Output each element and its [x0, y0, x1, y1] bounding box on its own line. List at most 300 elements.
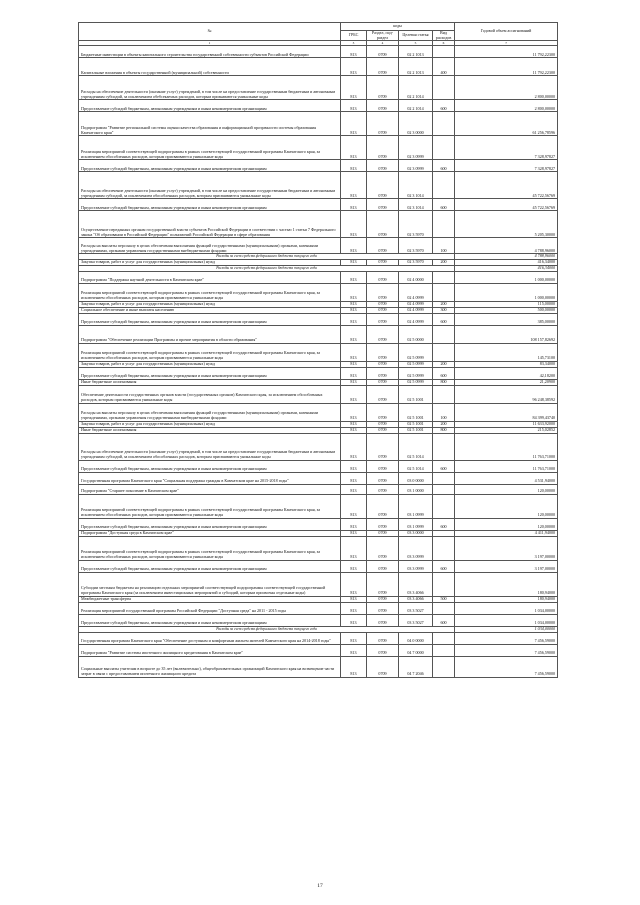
row-name: Расходы на обеспечение деятельности (оказание услуг) учреждений, в том числе на предоставление государственным бюджетным и автономным учреждениям субсидий, за исключением обособленных расходов, которым присваиваются уникальные коды — [79, 433, 341, 460]
table-row — [79, 656, 558, 677]
row-name: Государственная программа Камчатского края "Обеспечение доступным и комфортным жильем жителей Камчатского края на 2014-2018 годы" — [79, 632, 341, 644]
row-amount: 180,94000 — [455, 572, 558, 596]
row-amount: 96 248,38592 — [455, 385, 558, 403]
row-target: 02 3 5970 — [399, 260, 433, 266]
row-exptype: 200 — [433, 260, 455, 266]
row-amount: 1 000,00000 — [455, 271, 558, 283]
row-section: 0709 — [367, 271, 399, 283]
row-grbs: 813 — [341, 379, 367, 385]
row-amount: 42,18200 — [455, 367, 558, 379]
row-target: 03 0 0000 — [399, 472, 433, 484]
row-section: 0709 — [367, 494, 399, 518]
row-grbs: 813 — [341, 596, 367, 602]
row-target: 02 3 0999 — [399, 160, 433, 172]
row-grbs: 813 — [341, 307, 367, 313]
row-exptype — [433, 172, 455, 199]
row-section: 0709 — [367, 301, 399, 307]
row-target: 03 3 0000 — [399, 530, 433, 536]
row-target: 04 7 0000 — [399, 644, 433, 656]
row-exptype: 100 — [433, 403, 455, 421]
row-target: 03 3 5027 — [399, 602, 433, 614]
row-exptype: 600 — [433, 100, 455, 112]
row-section: 0709 — [367, 238, 399, 254]
row-grbs: 813 — [341, 484, 367, 494]
row-section: 0709 — [367, 530, 399, 536]
row-target: 03 1 0999 — [399, 494, 433, 518]
federal-note-text: Расходы за счет средств федерального бюджета текущего года — [79, 254, 455, 260]
row-exptype: 200 — [433, 301, 455, 307]
row-section: 0709 — [367, 343, 399, 361]
row-grbs: 813 — [341, 644, 367, 656]
row-exptype: 600 — [433, 460, 455, 472]
row-name: Расходы на выплаты персоналу в целях обеспечения выполнения функций государственными (муниципальными) органами, казенными учреждениями, органами управления государственными внебюджетными фондами — [79, 238, 341, 254]
row-target: 02 3 1014 — [399, 172, 433, 199]
row-section: 0709 — [367, 596, 399, 602]
row-name: Осуществление переданных органам государственной власти субъектов Российской Федерации в соответствии с частью 1 статьи 7 Федерального закона "Об образовании в Российской Федерации" полномочий Российской Федерации в сфере образования — [79, 211, 341, 238]
row-amount: 7 456,59000 — [455, 656, 558, 677]
row-grbs: 813 — [341, 632, 367, 644]
row-target: 03 3 5027 — [399, 614, 433, 626]
row-name: Подпрограмма "Развитие системы ипотечного жилищного кредитования в Камчатском крае" — [79, 644, 341, 656]
budget-table — [78, 22, 558, 678]
row-grbs: 813 — [341, 271, 367, 283]
table-row — [79, 472, 558, 484]
row-grbs: 813 — [341, 283, 367, 301]
row-grbs: 813 — [341, 313, 367, 325]
row-amount: 11 792,22300 — [455, 46, 558, 58]
row-section: 0709 — [367, 136, 399, 160]
row-target: 02 3 1014 — [399, 199, 433, 211]
table-row — [79, 614, 558, 626]
table-row — [79, 494, 558, 518]
row-amount: 3 197,00000 — [455, 536, 558, 560]
row-target: 02 3 5970 — [399, 238, 433, 254]
row-grbs: 813 — [341, 602, 367, 614]
table-row — [79, 325, 558, 343]
row-target: 02 3 0999 — [399, 136, 433, 160]
row-section: 0709 — [367, 427, 399, 433]
row-name: Подпрограмма "Обеспечение реализации Программы и прочие мероприятия в области образования" — [79, 325, 341, 343]
row-amount: 120,00000 — [455, 518, 558, 530]
row-exptype — [433, 494, 455, 518]
table-row — [79, 172, 558, 199]
row-section: 0709 — [367, 211, 399, 238]
column-number: 6 — [433, 41, 455, 46]
row-section: 0709 — [367, 572, 399, 596]
row-name: Предоставление субсидий бюджетным, автономным учреждениям и иным некоммерческим организациям — [79, 199, 341, 211]
table-body — [79, 46, 558, 677]
row-grbs: 813 — [341, 656, 367, 677]
row-exptype — [433, 572, 455, 596]
row-grbs: 813 — [341, 301, 367, 307]
row-name: Предоставление субсидий бюджетным, автономным учреждениям и иным некоммерческим организациям — [79, 100, 341, 112]
row-grbs: 813 — [341, 136, 367, 160]
row-target: 02 2 1013 — [399, 46, 433, 58]
table-row — [79, 536, 558, 560]
row-target: 03 3 0999 — [399, 536, 433, 560]
row-amount: 21,20900 — [455, 379, 558, 385]
row-name: Подпрограмма "Развитие региональной системы оценки качества образования и информационной прозрачности системы образования Камчатского края" — [79, 112, 341, 136]
row-exptype: 600 — [433, 367, 455, 379]
row-grbs: 813 — [341, 160, 367, 172]
row-name: Расходы на обеспечение деятельности (оказание услуг) учреждений, в том числе на предоставление государственным бюджетным и автономным учреждениям субсидий, за исключением обособленных расходов, которым присваиваются уникальные коды — [79, 172, 341, 199]
row-target: 02 5 0999 — [399, 343, 433, 361]
row-name: Предоставление субсидий бюджетным, автономным учреждениям и иным некоммерческим организациям — [79, 367, 341, 379]
row-grbs: 813 — [341, 76, 367, 100]
row-name: Предоставление субсидий бюджетным, автономным учреждениям и иным некоммерческим организациям — [79, 518, 341, 530]
row-amount: 215,02852 — [455, 427, 558, 433]
row-exptype: 200 — [433, 361, 455, 367]
row-exptype: 600 — [433, 614, 455, 626]
page-number: 17 — [317, 883, 323, 889]
row-grbs: 813 — [341, 433, 367, 460]
row-amount: 61 256,78596 — [455, 112, 558, 136]
row-exptype: 600 — [433, 560, 455, 572]
row-amount: 4 788,96000 — [455, 238, 558, 254]
column-number: 5 — [399, 41, 433, 46]
row-grbs: 813 — [341, 361, 367, 367]
row-section: 0709 — [367, 602, 399, 614]
row-name: Закупка товаров, работ и услуг для государственных (муниципальных) нужд — [79, 421, 341, 427]
row-grbs: 813 — [341, 46, 367, 58]
table-row — [79, 160, 558, 172]
row-name: Реализация мероприятий соответствующей подпрограммы в рамках соответствующей государственной программы Камчатского края, за исключением обособленных расходов, которым присваиваются уникальные коды — [79, 494, 341, 518]
row-target: 02 5 1001 — [399, 385, 433, 403]
row-name: Предоставление субсидий бюджетным, автономным учреждениям и иным некоммерческим организациям — [79, 460, 341, 472]
row-amount: 45 722,56769 — [455, 172, 558, 199]
row-name: Социальные выплаты учителям в возрасте до 35 лет (включительно), общеобразовательных организаций Камчатского края на возмещение части затрат в связи с предоставлением ипотечного жилищного кредита — [79, 656, 341, 677]
row-amount: 5 205,30000 — [455, 211, 558, 238]
header-row-1 — [79, 23, 558, 31]
column-number: 7 — [455, 41, 558, 46]
table-row — [79, 199, 558, 211]
row-amount: 385,00000 — [455, 313, 558, 325]
row-target: 02 5 0999 — [399, 361, 433, 367]
row-exptype: 100 — [433, 238, 455, 254]
row-exptype: 800 — [433, 427, 455, 433]
row-section: 0709 — [367, 560, 399, 572]
column-number: 3 — [341, 41, 367, 46]
table-row — [79, 484, 558, 494]
row-section: 0709 — [367, 283, 399, 301]
row-section: 0709 — [367, 361, 399, 367]
row-section: 0709 — [367, 656, 399, 677]
row-exptype — [433, 136, 455, 160]
row-grbs: 813 — [341, 530, 367, 536]
row-exptype — [433, 46, 455, 58]
table-row — [79, 602, 558, 614]
row-section: 0709 — [367, 172, 399, 199]
row-grbs: 813 — [341, 536, 367, 560]
row-amount: 11 763,71000 — [455, 460, 558, 472]
row-amount: 1 000,00000 — [455, 283, 558, 301]
row-name: Иные бюджетные ассигнования — [79, 427, 341, 433]
row-name: Государственная программа Камчатского края "Социальная поддержка граждан в Камчатском крае на 2015-2018 годы" — [79, 472, 341, 484]
row-name: Субсидии местным бюджетам на реализацию отдельных мероприятий соответствующей подпрограммы соответствующей государственной программы Камчатского края (за исключением инвестиционных мероприятий и субсидий, которым присвоены отдельные коды) — [79, 572, 341, 596]
row-grbs: 813 — [341, 494, 367, 518]
table-row — [79, 46, 558, 58]
table-row — [79, 112, 558, 136]
row-name: Расходы на выплаты персоналу в целях обеспечения выполнения функций государственными (муниципальными) органами, казенными учреждениями, органами управления государственными внебюджетными фондами — [79, 403, 341, 421]
row-target: 03 1 0000 — [399, 484, 433, 494]
row-section: 0709 — [367, 160, 399, 172]
row-target: 02 5 1014 — [399, 433, 433, 460]
row-grbs: 813 — [341, 518, 367, 530]
row-amount: 120,00000 — [455, 484, 558, 494]
row-amount: 83,34000 — [455, 361, 558, 367]
row-target: 03 1 0999 — [399, 518, 433, 530]
amount-header: Годовой объем ассигнований — [455, 23, 558, 41]
row-name: Подпрограмма "Старшее поколение в Камчатском крае" — [79, 484, 341, 494]
row-name: Закупка товаров, работ и услуг для государственных (муниципальных) нужд — [79, 260, 341, 266]
row-section: 0709 — [367, 367, 399, 379]
row-name: Закупка товаров, работ и услуг для государственных (муниципальных) нужд — [79, 361, 341, 367]
row-grbs: 813 — [341, 472, 367, 484]
row-target: 02 2 1014 — [399, 100, 433, 112]
budget-table-sheet — [78, 22, 557, 678]
row-amount: 4 411,94000 — [455, 530, 558, 536]
row-target: 02 2 1013 — [399, 58, 433, 76]
table-row — [79, 343, 558, 361]
table-row — [79, 560, 558, 572]
row-target: 04 0 0000 — [399, 632, 433, 644]
row-section: 0709 — [367, 433, 399, 460]
row-amount: 45 722,56769 — [455, 199, 558, 211]
row-exptype — [433, 632, 455, 644]
row-target: 02 5 0999 — [399, 379, 433, 385]
row-exptype: 500 — [433, 596, 455, 602]
row-exptype — [433, 283, 455, 301]
row-grbs: 813 — [341, 58, 367, 76]
row-name: Предоставление субсидий бюджетным, автономным учреждениям и иным некоммерческим организациям — [79, 160, 341, 172]
row-section: 0709 — [367, 632, 399, 644]
row-section: 0709 — [367, 518, 399, 530]
row-grbs: 813 — [341, 427, 367, 433]
exptype-header: Вид расходов — [433, 31, 455, 41]
row-section: 0709 — [367, 472, 399, 484]
row-grbs: 813 — [341, 343, 367, 361]
column-number: 4 — [367, 41, 399, 46]
row-amount: 115,00000 — [455, 301, 558, 307]
table-row — [79, 385, 558, 403]
table-row — [79, 211, 558, 238]
section-header: Раздел, под-раздел — [367, 31, 399, 41]
table-row — [79, 572, 558, 596]
row-grbs: 813 — [341, 421, 367, 427]
row-amount: 145,73100 — [455, 343, 558, 361]
name-header: № — [79, 23, 341, 41]
row-name: Реализация мероприятий государственной программы Российской Федерации "Доступная среда" на 2011 - 2015 годы — [79, 602, 341, 614]
row-name: Капитальные вложения в объекты государственной (муниципальной) собственности — [79, 58, 341, 76]
table-row — [79, 460, 558, 472]
row-target: 04 7 2046 — [399, 656, 433, 677]
row-grbs: 813 — [341, 560, 367, 572]
row-section: 0709 — [367, 199, 399, 211]
row-exptype — [433, 644, 455, 656]
row-amount: 2 800,00000 — [455, 76, 558, 100]
row-amount: 1 034,00000 — [455, 614, 558, 626]
row-exptype — [433, 325, 455, 343]
row-amount: 1 034,00000 — [455, 602, 558, 614]
row-section: 0709 — [367, 421, 399, 427]
table-row — [79, 76, 558, 100]
row-grbs: 813 — [341, 385, 367, 403]
table-row — [79, 100, 558, 112]
row-target: 02 4 0999 — [399, 283, 433, 301]
row-section: 0709 — [367, 260, 399, 266]
row-exptype — [433, 472, 455, 484]
row-name: Обеспечение деятельности государственных органов власти (государственных органов) Камчатского края, за исключением обособленных расходов, которым присваиваются уникальные коды — [79, 385, 341, 403]
row-exptype — [433, 76, 455, 100]
row-target: 02 4 0999 — [399, 301, 433, 307]
row-amount: 11 633,92000 — [455, 421, 558, 427]
row-target: 03 3 4066 — [399, 572, 433, 596]
row-section: 0709 — [367, 76, 399, 100]
row-exptype — [433, 536, 455, 560]
row-target: 03 3 0999 — [399, 560, 433, 572]
row-name: Подпрограмма "Доступная среда в Камчатском крае" — [79, 530, 341, 536]
row-target: 02 3 0000 — [399, 112, 433, 136]
federal-note-text: Расходы за счет средств федерального бюджета текущего года — [79, 266, 455, 272]
table-row — [79, 136, 558, 160]
table-row — [79, 403, 558, 421]
row-section: 0709 — [367, 313, 399, 325]
row-amount: 2 800,00000 — [455, 100, 558, 112]
row-grbs: 813 — [341, 367, 367, 379]
row-amount: 180,94000 — [455, 596, 558, 602]
row-name: Закупка товаров, работ и услуг для государственных (муниципальных) нужд — [79, 301, 341, 307]
row-amount: 7 328,97827 — [455, 160, 558, 172]
row-exptype — [433, 385, 455, 403]
row-name: Предоставление субсидий бюджетным, автономным учреждениям и иным некоммерческим организациям — [79, 614, 341, 626]
table-row — [79, 632, 558, 644]
row-name: Реализация мероприятий соответствующей подпрограммы в рамках соответствующей государственной программы Камчатского края, за исключением обособленных расходов, которым присваиваются уникальные коды — [79, 283, 341, 301]
column-number: 1 — [79, 41, 341, 46]
row-target: 02 5 1001 — [399, 421, 433, 427]
federal-note-amount: 1 034,00000 — [455, 626, 558, 632]
row-grbs: 813 — [341, 325, 367, 343]
row-section: 0709 — [367, 112, 399, 136]
row-grbs: 813 — [341, 100, 367, 112]
row-exptype: 800 — [433, 379, 455, 385]
row-grbs: 813 — [341, 614, 367, 626]
row-amount: 84 399,43740 — [455, 403, 558, 421]
row-amount: 7 328,97827 — [455, 136, 558, 160]
row-target: 02 5 1014 — [399, 460, 433, 472]
row-amount: 3 197,00000 — [455, 560, 558, 572]
row-grbs: 813 — [341, 260, 367, 266]
row-exptype — [433, 602, 455, 614]
row-exptype: 600 — [433, 199, 455, 211]
row-target: 02 5 1001 — [399, 427, 433, 433]
row-section: 0709 — [367, 403, 399, 421]
row-exptype: 600 — [433, 160, 455, 172]
row-exptype: 400 — [433, 58, 455, 76]
row-name: Реализация мероприятий соответствующей подпрограммы в рамках соответствующей государственной программы Камчатского края, за исключением обособленных расходов, которым присваиваются уникальные коды — [79, 343, 341, 361]
federal-note-amount: 416,34000 — [455, 266, 558, 272]
row-section: 0709 — [367, 484, 399, 494]
row-exptype — [433, 271, 455, 283]
row-grbs: 813 — [341, 238, 367, 254]
row-grbs: 813 — [341, 172, 367, 199]
row-name: Иные бюджетные ассигнования — [79, 379, 341, 385]
row-name: Предоставление субсидий бюджетным, автономным учреждениям и иным некоммерческим организациям — [79, 313, 341, 325]
row-amount: 120,00000 — [455, 494, 558, 518]
table-row — [79, 644, 558, 656]
row-grbs: 813 — [341, 211, 367, 238]
row-exptype: 600 — [433, 313, 455, 325]
row-amount: 500,00000 — [455, 307, 558, 313]
row-section: 0709 — [367, 614, 399, 626]
row-name: Реализация мероприятий соответствующей подпрограммы в рамках соответствующей государственной программы Камчатского края, за исключением обособленных расходов, которым присваиваются уникальные коды — [79, 136, 341, 160]
row-grbs: 813 — [341, 572, 367, 596]
row-name: Подпрограмма "Поддержка научной деятельности в Камчатском крае" — [79, 271, 341, 283]
row-section: 0709 — [367, 644, 399, 656]
row-amount: 108 157,82692 — [455, 325, 558, 343]
federal-note-amount: 4 788,96000 — [455, 254, 558, 260]
grbs-header: ГРБС — [341, 31, 367, 41]
row-target: 02 5 0999 — [399, 367, 433, 379]
row-target: 02 2 1014 — [399, 76, 433, 100]
row-section: 0709 — [367, 100, 399, 112]
row-section: 0709 — [367, 46, 399, 58]
row-amount: 4 531,94000 — [455, 472, 558, 484]
row-name: Социальное обеспечение и иные выплаты населению — [79, 307, 341, 313]
row-name: Предоставление субсидий бюджетным, автономным учреждениям и иным некоммерческим организациям — [79, 560, 341, 572]
row-name: Расходы на обеспечение деятельности (оказание услуг) учреждений, в том числе на предоставление государственным бюджетным и автономным учреждениям субсидий, за исключением обебсекаемых расходов, которым признаваются уникальные коды — [79, 76, 341, 100]
table-row — [79, 313, 558, 325]
row-amount: 11 763,71000 — [455, 433, 558, 460]
row-exptype — [433, 433, 455, 460]
row-exptype — [433, 112, 455, 136]
row-grbs: 813 — [341, 199, 367, 211]
row-amount: 7 456,59000 — [455, 632, 558, 644]
row-grbs: 813 — [341, 403, 367, 421]
target-header: Целевая статья — [399, 31, 433, 41]
codes-header: коды — [341, 23, 455, 31]
row-target: 02 4 0999 — [399, 307, 433, 313]
row-grbs: 813 — [341, 460, 367, 472]
row-section: 0709 — [367, 460, 399, 472]
table-row — [79, 367, 558, 379]
table-row — [79, 433, 558, 460]
row-amount: 416,34000 — [455, 260, 558, 266]
row-name: Межбюджетные трансферты — [79, 596, 341, 602]
row-target: 02 5 0000 — [399, 325, 433, 343]
row-section: 0709 — [367, 379, 399, 385]
row-name: Бюджетные инвестиции в объекты капитального строительства государственной собственности субъектов Российской Федерации — [79, 46, 341, 58]
row-exptype: 200 — [433, 421, 455, 427]
table-row — [79, 283, 558, 301]
row-exptype — [433, 211, 455, 238]
row-section: 0709 — [367, 385, 399, 403]
row-name: Реализация мероприятий соответствующей подпрограммы в рамках соответствующей государственной программы Камчатского края, за исключением обособленных расходов, которым присваиваются уникальные коды — [79, 536, 341, 560]
row-grbs: 813 — [341, 112, 367, 136]
row-section: 0709 — [367, 58, 399, 76]
federal-note-text: Расходы за счет средств федерального бюджета текущего года — [79, 626, 455, 632]
row-target: 03 3 4066 — [399, 596, 433, 602]
row-target: 02 5 1001 — [399, 403, 433, 421]
row-exptype: 600 — [433, 518, 455, 530]
row-exptype — [433, 343, 455, 361]
table-row — [79, 271, 558, 283]
row-section: 0709 — [367, 325, 399, 343]
row-target: 02 4 0000 — [399, 271, 433, 283]
row-amount: 11 792,22300 — [455, 58, 558, 76]
row-target: 02 4 0999 — [399, 313, 433, 325]
table-row — [79, 518, 558, 530]
row-exptype — [433, 656, 455, 677]
